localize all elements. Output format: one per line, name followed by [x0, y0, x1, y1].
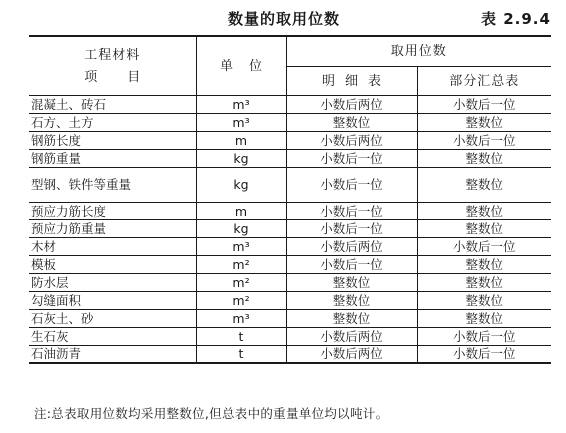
cell-detail-precision: 小数后一位: [286, 202, 417, 220]
table-title: 数量的取用位数: [228, 10, 341, 28]
header-material-line2: 项目: [84, 69, 171, 85]
cell-detail-precision: 小数后一位: [286, 220, 417, 238]
cell-summary-precision: 整数位: [417, 202, 551, 220]
cell-summary-precision: 整数位: [417, 167, 551, 202]
cell-unit: m²: [196, 274, 286, 292]
cell-detail-precision: 小数后一位: [286, 149, 417, 167]
cell-material: 模板: [29, 256, 196, 274]
cell-material: 钢筋重量: [29, 149, 196, 167]
cell-material: 钢筋长度: [29, 131, 196, 149]
cell-material: 预应力筋重量: [29, 220, 196, 238]
table-row: [29, 149, 551, 167]
cell-summary-precision: 整数位: [417, 220, 551, 238]
cell-summary-precision: 小数后一位: [417, 345, 551, 363]
table-row: [29, 113, 551, 131]
cell-unit: m: [196, 202, 286, 220]
cell-unit: m³: [196, 96, 286, 114]
cell-detail-precision: 小数后一位: [286, 256, 417, 274]
cell-detail-precision: 小数后两位: [286, 96, 417, 114]
table-row: [29, 202, 551, 220]
table-number: 表 2.9.4: [481, 10, 551, 28]
header-material-line1: 工程材料: [84, 47, 141, 63]
cell-summary-precision: 小数后一位: [417, 327, 551, 345]
table-row: [29, 345, 551, 363]
table-row: [29, 274, 551, 292]
cell-summary-precision: 整数位: [417, 292, 551, 310]
table-row: [29, 256, 551, 274]
cell-unit: kg: [196, 220, 286, 238]
cell-summary-precision: 整数位: [417, 256, 551, 274]
cell-material: 木材: [29, 238, 196, 256]
cell-summary-precision: 小数后一位: [417, 238, 551, 256]
cell-detail-precision: 小数后两位: [286, 345, 417, 363]
cell-unit: m³: [196, 113, 286, 131]
cell-detail-precision: 小数后一位: [286, 167, 417, 202]
cell-material: 勾缝面积: [29, 292, 196, 310]
table-row: [29, 292, 551, 310]
cell-detail-precision: 小数后两位: [286, 131, 417, 149]
cell-summary-precision: 整数位: [417, 274, 551, 292]
header-summary: 部分汇总表: [417, 67, 551, 96]
cell-unit: kg: [196, 149, 286, 167]
precision-table: [29, 35, 551, 364]
table-row: [29, 220, 551, 238]
table-row: [29, 167, 551, 202]
cell-summary-precision: 小数后一位: [417, 96, 551, 114]
cell-material: 石油沥青: [29, 345, 196, 363]
cell-unit: kg: [196, 167, 286, 202]
header-detail: 明细表: [286, 67, 417, 96]
cell-detail-precision: 小数后两位: [286, 327, 417, 345]
cell-material: 生石灰: [29, 327, 196, 345]
table-row: [29, 96, 551, 114]
cell-unit: m: [196, 131, 286, 149]
cell-unit: m³: [196, 309, 286, 327]
table-row: [29, 238, 551, 256]
cell-detail-precision: 整数位: [286, 113, 417, 131]
cell-unit: m²: [196, 292, 286, 310]
cell-material: 混凝土、砖石: [29, 96, 196, 114]
cell-unit: m²: [196, 256, 286, 274]
cell-detail-precision: 小数后两位: [286, 238, 417, 256]
cell-detail-precision: 整数位: [286, 292, 417, 310]
cell-summary-precision: 整数位: [417, 149, 551, 167]
cell-material: 防水层: [29, 274, 196, 292]
cell-detail-precision: 整数位: [286, 309, 417, 327]
cell-material: 石方、土方: [29, 113, 196, 131]
cell-summary-precision: 整数位: [417, 309, 551, 327]
cell-material: 预应力筋长度: [29, 202, 196, 220]
cell-unit: m³: [196, 238, 286, 256]
cell-detail-precision: 整数位: [286, 274, 417, 292]
table-note: 注:总表取用位数均采用整数位,但总表中的重量单位均以吨计。: [34, 406, 389, 421]
cell-unit: t: [196, 345, 286, 363]
cell-unit: t: [196, 327, 286, 345]
cell-summary-precision: 整数位: [417, 113, 551, 131]
header-unit: 单位: [196, 36, 286, 96]
cell-material: 型钢、铁件等重量: [29, 167, 196, 202]
table-row: [29, 309, 551, 327]
header-material: [29, 36, 196, 96]
cell-summary-precision: 小数后一位: [417, 131, 551, 149]
table-row: [29, 327, 551, 345]
cell-material: 石灰土、砂: [29, 309, 196, 327]
header-precision-group: 取用位数: [286, 36, 551, 67]
table-row: [29, 131, 551, 149]
